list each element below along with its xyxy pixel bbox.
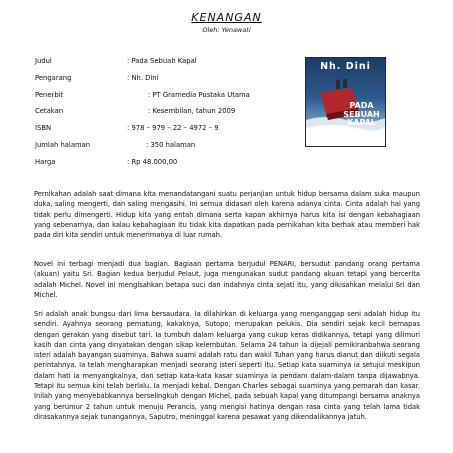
meta-value: : Rp 48.000,00: [127, 158, 178, 166]
meta-label: ISBN: [35, 124, 52, 132]
meta-value: : PT Gramedia Pustaka Utama: [148, 91, 250, 99]
meta-label: Penerbit: [35, 91, 64, 99]
page-title: KENANGAN: [191, 11, 262, 24]
book-cover-image: [305, 57, 386, 147]
cover-title: [339, 102, 384, 128]
meta-value: : 350 halaman: [146, 141, 196, 149]
meta-value: : Kesembilan, tahun 2009: [148, 107, 236, 115]
paragraph-3: Sri adalah anak bungsu dari lima bersaudara. Ia dilahirkan di keluarga yang menganggap seni adalah hidup itu sendiri. Ayahnya seorang pematung, kakaknya, Sutopo, merupakan pelukis. Dia sendiri sejak kecil bernapas dengan gerakan yang disebut tari. Ia tumbuh dalam keluarga yang cukup keras didikannya, tetapi yang dilimuri kasih dan cinta yang dinyatakan dengan sikap kelembutan. Selama 24 tahun ia dijejali pemikiranbahwa seorang isteri adalah bayangan suaminya. Bahwa suami adalah ratu dan wakil Tuhan yang harus dianut dan diikuti segala perintahnya. Ia telah mengharapkan menjadi seorang isteri seperti itu. Setiap kata suaminya ia setujui meskipun dalam hati ia menyangkalnya, dan setiap kata-kata kasar suaminya ia pendam dalam-dalam tanpa dijawabnya. Tetapi itu semua kini telah berlalu. Ia menjadi kebal. Dengan Charles sebagai suaminya yang pemarah dan kasar. Inilah yang menyebabkannya berselingkuh dengan Michel, pada sebuah kapal yang ditumpangi bersama anaknya yang berumur 2 tahun untuk menuju Perancis, yang mengisi hatinya dengan rasa cinta yang telah lama tidak dirasakannya sejak tunangannya, Saputro, meninggal karena pesawat yang dikendalikannya jatuh.: [34, 310, 420, 421]
meta-value: : Pada Sebuah Kapal: [127, 57, 197, 65]
meta-label: Cetakan: [35, 107, 64, 115]
paragraph-2: Novel ini terbagi menjadi dua bagian. Bagiaan pertama berjudul PENARI, bersudut pandang orang pertama (akuan) yaitu Sri. Bagian kedua berjudul Pelaut, juga mengunakan sudut pandang akuan tetapi yang bercerita adalah Michel. Novel ini mengisahkan betapa suci dan indahnya cinta sejati itu, yang dikisahkan melalui Sri dan Michel.: [34, 260, 420, 299]
cover-title-line: SEBUAH: [343, 109, 380, 119]
cover-author: Nh. Dini: [320, 61, 371, 72]
paragraph-1: Pernikahan adalah saat dimana kita menandatangani suatu perjanjian untuk hidup bersama dalam suka maupun duka, saling mengerti, dan saling mengasihi. Ini semua didasari oleh karena adanya cinta. Cinta adalah hal yang tidak perlu dimengerti. Hidup kita yang entah dimana serta kapan akhirnya harus kita isi dengan kebahagiaan yang sebenarnya, dan kalau kebahagiaan itu tidak kita dapatkan pada pernikahan kita berhak atau memberi hak pada diri kita sendiri untuk menerimanya di luar rumah.: [34, 190, 420, 240]
author-line: Oleh: Yenawati: [202, 26, 251, 34]
meta-value: : 978 – 979 – 22 – 4972 – 9: [127, 124, 219, 132]
meta-label: Harga: [35, 158, 56, 166]
meta-value: : Nh. Dini: [127, 74, 159, 82]
cover-title-line: KAPAL: [347, 118, 376, 127]
cover-title-line: PADA: [349, 101, 374, 110]
meta-label: Judul: [35, 57, 52, 65]
meta-label: Pengarang: [35, 74, 72, 82]
meta-label: Jumlah halaman: [35, 141, 91, 149]
